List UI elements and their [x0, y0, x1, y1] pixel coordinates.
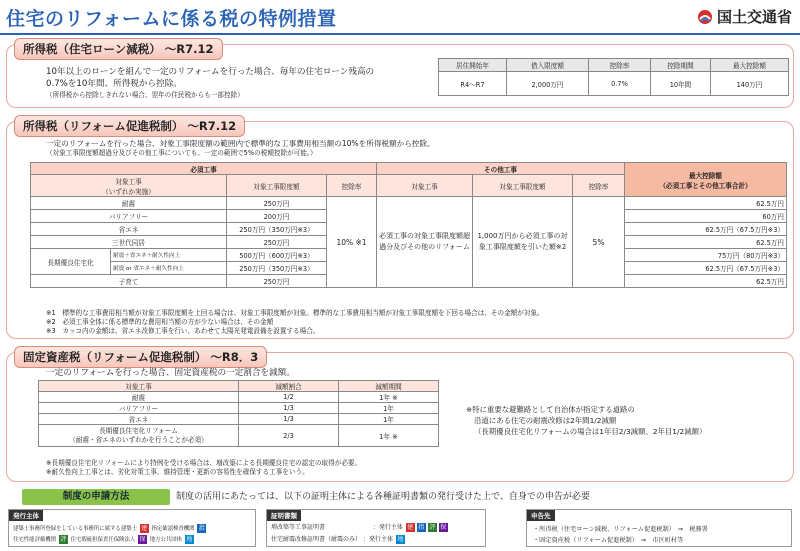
footer-box-certificates: [266, 509, 486, 547]
footer-box-filing: [526, 509, 792, 547]
issuer-chip-evaluation: 評: [60, 536, 67, 543]
section-head-loan: 所得税（住宅ローン減税） ～R7.12: [14, 38, 223, 60]
loan-th-period: 控除期間: [651, 59, 711, 72]
reform-group-other: その他工事: [377, 163, 625, 175]
property-period-2: 1年: [339, 414, 439, 425]
loan-th-rate: 控除率: [589, 59, 651, 72]
property-ratio-3: 2/3: [239, 425, 339, 447]
reform-max-1: 60万円: [625, 210, 787, 223]
cert-row-1: 増改築等工事証明書: [271, 524, 326, 531]
reform-th-rate: 控除率: [327, 175, 377, 197]
loan-td-limit: 2,000万円: [507, 72, 589, 96]
property-th-period: 減額期間: [339, 381, 439, 392]
loan-td-start: R4～R7: [439, 72, 507, 96]
issuer-item-0: 建築士事務所登録をしている事務所に属する建築士: [13, 526, 137, 532]
property-ratio-2: 1/3: [239, 414, 339, 425]
reform-max-6: 62.5万円: [625, 275, 787, 288]
issuer-item-4: 地方公共団体: [149, 537, 183, 543]
issuer-item-2: 住宅性能評価機関: [13, 537, 57, 543]
reform-limit-6: 250万円: [227, 275, 327, 288]
page-title: 住宅のリフォームに係る税の特例措置: [6, 8, 337, 30]
cert-chip-insurance: 保: [440, 524, 447, 531]
reform-max-5: 62.5万円（67.5万円※3）: [625, 262, 787, 275]
property-side-1: ※特に重要な避難路として自治体が指定する道路の: [466, 405, 635, 414]
loan-th-start: 居住開始年: [439, 59, 507, 72]
property-period-3: 1年 ※: [339, 425, 439, 447]
reform-max-4: 75万円（80万円※3）: [625, 249, 787, 262]
reform-work-4: 耐震＋省エネ＋耐久性向上: [111, 249, 227, 262]
property-work-1: バリアフリー: [39, 403, 239, 414]
reform-note-3: ※3 カッコ内の金額は、省エネ改修工事を行い、あわせて太陽光発電設備を設置する場合。: [46, 327, 320, 335]
reform-th-limit: 対象工事限度額: [227, 175, 327, 197]
loan-table: [438, 58, 789, 96]
reform-limit-0: 250万円: [227, 197, 327, 210]
ministry-logo: [697, 6, 792, 27]
application-method-text: 制度の活用にあたっては、以下の証明主体による各種証明書類の発行受けた上で、自身での申告が必要: [176, 492, 590, 502]
property-period-0: 1年 ※: [339, 392, 439, 403]
loan-th-max: 最大控除額: [711, 59, 789, 72]
property-work-2: 省エネ: [39, 414, 239, 425]
issuer-chip-inspection: 指: [198, 525, 205, 532]
issuer-item-1: 指定確認検査機関: [151, 526, 195, 532]
reform-limit-2: 250万円（350万円※3）: [227, 223, 327, 236]
reform-other-rate: 5%: [573, 197, 625, 288]
issuer-chip-local-gov: 地: [186, 536, 193, 543]
section-head-reform: 所得税（リフォーム促進税制） ～R7.12: [14, 115, 245, 137]
reform-limit-5: 250万円（350万円※3）: [227, 262, 327, 275]
loan-th-limit: 借入限度額: [507, 59, 589, 72]
reform-work-5: 耐震 or 省エネ＋耐久性向上: [111, 262, 227, 275]
reform-limit-1: 200万円: [227, 210, 327, 223]
cert-chip-architect: 建: [407, 524, 414, 531]
reform-note-2: ※2 必須工事全体に係る標準的な費用相当額の方が少ない場合は、その金額: [46, 318, 274, 326]
reform-work-1: バリアフリー: [31, 210, 227, 223]
property-side-2: 沿道にある住宅の耐震改修は2年間1/2減額: [474, 416, 617, 425]
reform-long-life: 長期優良住宅化: [31, 249, 111, 275]
property-th-ratio: 減額割合: [239, 381, 339, 392]
reform-work-0: 耐震: [31, 197, 227, 210]
issuer-chip-architect: 建: [141, 525, 148, 532]
reform-max-2: 62.5万円（67.5万円※3）: [625, 223, 787, 236]
filing-label: 申告先: [527, 510, 555, 521]
reform-th-other-work: 対象工事: [377, 175, 473, 197]
reform-limit-4: 500万円（600万円※3）: [227, 249, 327, 262]
cert-row-1-who: ：発行主体: [372, 524, 403, 531]
application-method-head: 制度の申請方法: [22, 489, 170, 505]
reform-th-other-limit: 対象工事限度額: [473, 175, 573, 197]
footer-box-issuer: [8, 509, 256, 547]
property-th-work: 対象工事: [39, 381, 239, 392]
property-ratio-1: 1/3: [239, 403, 339, 414]
reform-max-3: 62.5万円: [625, 236, 787, 249]
reform-limit-3: 250万円: [227, 236, 327, 249]
issuer-chip-insurance: 保: [139, 536, 146, 543]
issuer-label: 発行主体: [9, 510, 43, 521]
reform-text-2: （対象工事限度額超過分及びその他工事についても、一定の範囲で5%の税額控除が可能。）: [46, 149, 317, 157]
property-table: [38, 380, 439, 447]
reform-text-1: 一定のリフォームを行った場合、対象工事限度額の範囲内で標準的な工事費用相当額の10%を所得税額から控除。: [46, 139, 435, 148]
filing-row-1: ・所得税（住宅ローン減税、リフォーム促進税制） ⇒ 税務署: [533, 526, 708, 533]
reform-work-2: 省エネ: [31, 223, 227, 236]
reform-th-max: 最大控除額 （必須工事とその他工事合計）: [625, 163, 787, 197]
property-period-1: 1年: [339, 403, 439, 414]
ministry-name: 国土交通省: [716, 8, 792, 26]
reform-rate: 10% ※1: [327, 197, 377, 288]
cert-row-2-who: ：発行主体: [362, 536, 393, 543]
property-work-3: 長期優良住宅化リフォーム （耐震・省エネのいずれかを行うことが必須）: [39, 425, 239, 447]
cert-row-2: 住宅耐震改修証明書（耐震のみ）: [271, 536, 362, 543]
reform-th-work: 対象工事 （いずれか実施）: [31, 175, 227, 197]
reform-other-limit: 1,000万円から必須工事の対象工事限度額を引いた額※2: [473, 197, 573, 288]
issuer-item-3: 住宅瑕疵担保責任保険法人: [70, 537, 136, 543]
reform-group-required: 必須工事: [31, 163, 377, 175]
reform-other-work: 必須工事の対象工事限度額超過分及びその他のリフォーム: [377, 197, 473, 288]
cert-chip-local-gov: 地: [397, 536, 404, 543]
loan-td-rate: 0.7%: [589, 72, 651, 96]
section-head-property: 固定資産税（リフォーム促進税制） ～R8．3: [14, 346, 267, 368]
certificates-label: 証明書類: [267, 510, 301, 521]
property-note-2: ※耐久性向上工事とは、劣化対策工事、維持管理・更新の容易性を確保する工事をいう。: [46, 468, 309, 476]
cert-chip-inspection: 指: [418, 524, 425, 531]
property-work-0: 耐震: [39, 392, 239, 403]
filing-row-2: ・固定資産税（リフォーム促進税制） ⇒ 市区町村等: [533, 537, 684, 544]
loan-td-max: 140万円: [711, 72, 789, 96]
property-text-1: 一定のリフォームを行った場合、固定資産税の一定割合を減額。: [46, 368, 295, 378]
reform-work-6: 子育て: [31, 275, 227, 288]
loan-text-1: 10年以上のローンを組んで一定のリフォームを行った場合、毎年の住宅ローン残高の: [46, 67, 375, 77]
loan-text-2: 0.7%を10年間、所得税から控除。: [46, 79, 182, 89]
reform-work-3: 三世代同居: [31, 236, 227, 249]
loan-text-3: （所得税から控除しきれない場合、翌年の住民税からも一部控除）: [46, 91, 244, 99]
reform-th-other-rate: 控除率: [573, 175, 625, 197]
loan-td-period: 10年間: [651, 72, 711, 96]
cert-chip-evaluation: 評: [429, 524, 436, 531]
property-note-1: ※長期優良住宅化リフォームにより特例を受ける場合は、増改築による長期優良住宅の認定の取得が必要。: [46, 459, 362, 467]
reform-table: [30, 162, 787, 288]
reform-note-1: ※1 標準的な工事費用相当額が対象工事限度額を上回る場合は、対象工事限度額が対象。標準的な工事費用相当額が対象工事限度額を下回る場合は、その金額が対象。: [46, 309, 544, 317]
property-side-3: （長期優良住宅化リフォームの場合は1年目2/3減額、2年目1/2減額）: [474, 427, 707, 436]
mlit-logo-icon: [697, 9, 713, 25]
title-rule: [0, 33, 800, 35]
reform-max-0: 62.5万円: [625, 197, 787, 210]
property-ratio-0: 1/2: [239, 392, 339, 403]
